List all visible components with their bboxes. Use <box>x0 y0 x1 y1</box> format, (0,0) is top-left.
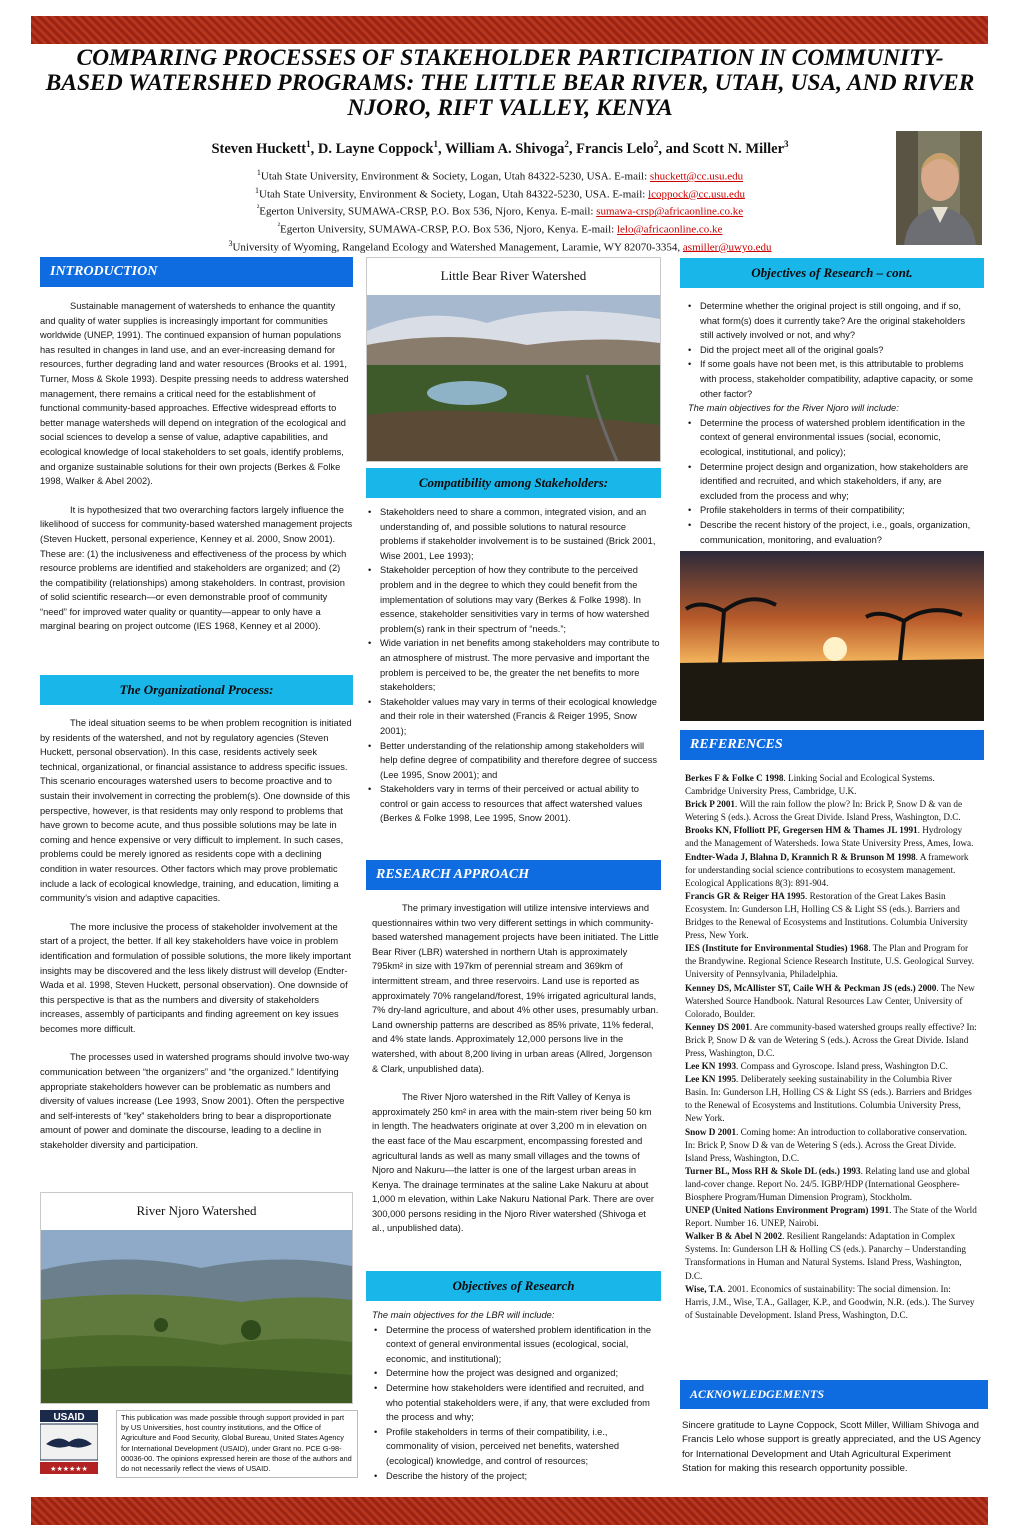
reference-authors: IES (Institute for Environmental Studies) 1968 <box>685 943 869 954</box>
reference-details: . Relating land use and global land-cover change. Report No. 24/5. IGBP/HDP (International Geosphere-Biosphere Program/Human Dimension Program), Stockholm. <box>685 1165 970 1202</box>
reference-entry <box>685 982 977 1021</box>
reference-entry <box>685 942 977 981</box>
introduction-paragraph-1: Sustainable management of watersheds to enhance the quantity and quality of water supplies is increasingly important for communities worldwide (UNEP, 1991). The continued expansion of human populations has resulted in changes in land use, and an ever-increasing demand for resources, further degrading land and water resources (Brooks et al. 1991, Turner, Moss & Skole 1993). Despite pressing needs to address watershed management, there remains a critical need for the establishment of functional community-based approaches. Effective widespread efforts to better manage watersheds will depend on integration of the ecological and social sciences to develop a sense of value, adaptive capabilities, and ecological knowledge of local stakeholders to set goals, identify problems, and organize sustainable solutions for their own projects (Berkes & Folke 1998, Walker & Abel 2002). <box>40 301 349 487</box>
reference-entry <box>685 851 977 890</box>
reference-authors: Endter-Wada J, Blahna D, Krannich R & Brunson M 1998 <box>685 851 916 862</box>
research-paragraph-2: The River Njoro watershed in the Rift Valley of Kenya is approximately 250 km² in area with the main-stem river being 50 km in length. The headwaters originate at over 3,200 m in elevation on the east face of the Mau escarpment, encompassing forested and agricultural lands as well as many small villages and the towns of Njoro and Nakuru—the latter is one of the largest urban areas in Kenya. The drainage terminates at the saline Lake Nakuru at about 1,000 m elevation, within Lake Nakuru National Park. There are over 300,000 persons residing in the Njoro River watershed (Shivoga et al., unpublished data). <box>372 1092 654 1234</box>
lbr-landscape-image <box>367 295 660 461</box>
top-decorative-band <box>31 16 988 44</box>
reference-authors: Lee KN 1993 <box>685 1061 737 1072</box>
author-name: Scott N. Miller <box>692 140 785 157</box>
reference-authors: Lee KN 1995 <box>685 1074 737 1085</box>
affiliation-email-link[interactable]: shuckett@cc.usu.edu <box>649 170 744 183</box>
reference-details: . A framework for understanding social science contributions to ecosystem management. Ecological Applications 8(3): 891-904. <box>685 851 969 888</box>
reference-details: . Resilient Rangelands: Adaptation in Complex Systems. In: Gunderson LH & Holling CS (eds.). Panarchy – Understanding Transformations in Human and Natural Systems. Island Press, Washington, D.C. <box>685 1231 966 1281</box>
reference-entry <box>685 1126 977 1165</box>
reference-authors: Kenney DS, McAllister ST, Caile WH & Peckman JS (eds.) 2000 <box>685 982 937 993</box>
affiliation-list <box>120 166 880 254</box>
author-separator: , <box>310 140 318 157</box>
affiliation-text: Egerton University, SUMAWA-CRSP, P.O. Box 536, Njoro, Kenya. E-mail: <box>280 223 617 236</box>
organizational-heading: The Organizational Process: <box>40 675 353 705</box>
affiliation-mark: 1 <box>256 168 261 177</box>
reference-entry <box>685 1204 977 1230</box>
objective-njoro-item: • Profile stakeholders in terms of their compatibility; <box>686 503 978 518</box>
reference-entry <box>685 1021 977 1060</box>
author-affiliation-mark: 3 <box>784 139 789 149</box>
affiliation-text: Utah State University, Environment & Society, Logan, Utah 84322-5230, USA. E-mail: <box>260 170 650 183</box>
objectives-list <box>372 1323 659 1484</box>
lbr-photo-frame <box>366 257 661 462</box>
objectives-heading: Objectives of Research <box>366 1271 661 1301</box>
reference-entry <box>685 1060 977 1073</box>
affiliation-line <box>120 237 880 255</box>
reference-authors: UNEP (United Nations Environment Program) 1991 <box>685 1205 890 1216</box>
affiliation-text: Egerton University, SUMAWA-CRSP, P.O. Box 536, Njoro, Kenya. E-mail: <box>259 205 597 218</box>
objectives-cont-list-1 <box>686 299 978 401</box>
reference-details: . Deliberately seeking sustainability in the Columbia River Basin. In: Gunderson LH, Holling CS & Light SS (eds.). Barriers and Bridges to the Renewal of Ecosystems and Institutions. Columbia University Press, New York. <box>685 1074 972 1124</box>
author-name: Steven Huckett <box>211 140 307 157</box>
author-separator: , <box>437 140 445 157</box>
reference-authors: Turner BL, Moss RH & Skole DL (eds.) 1993 <box>685 1165 861 1176</box>
affiliation-mark: 3 <box>228 238 233 248</box>
author-affiliation-mark: 1 <box>306 139 311 149</box>
author-separator: , and <box>658 140 693 157</box>
reference-details: . The Plan and Program for the Brandywine. Regional Science Research Institute, U.S. Geological Survey. University of Pennsylvania, Philadelphia. <box>685 943 974 980</box>
compatibility-item: • Wide variation in net benefits among stakeholders may contribute to an atmosphere of mistrust. The more pervasive and important the problem is perceived to be, the greater the net benefits to more stakeholders; <box>366 636 661 694</box>
bottom-decorative-band <box>31 1497 988 1525</box>
reference-authors: Francis GR & Reiger HA 1995 <box>685 890 806 901</box>
compatibility-item: • Stakeholders vary in terms of their perceived or actual ability to control or gain access to resources that affect watershed values (Berkes & Folke 1998, Lee 1995, Snow 2001). <box>366 782 661 826</box>
reference-entry <box>685 824 977 850</box>
compatibility-heading: Compatibility among Stakeholders: <box>366 468 661 498</box>
compatibility-body <box>366 505 661 826</box>
sunset-photo <box>680 551 984 721</box>
author-name: Francis Lelo <box>576 140 654 157</box>
affiliation-email-link[interactable]: lcoppock@cc.usu.edu <box>648 188 745 201</box>
affiliation-line <box>120 219 880 237</box>
njoro-landscape-image <box>41 1230 352 1403</box>
introduction-body <box>40 299 353 634</box>
introduction-heading: INTRODUCTION <box>40 257 353 287</box>
reference-details: . The State of the World Report. Number 16. UNEP, Nairobi. <box>685 1205 977 1229</box>
research-paragraph-1: The primary investigation will utilize intensive interviews and questionnaires within two very different settings in which community-based watershed management projects have been initiated. The Little Bear River (LBR) watershed in northern Utah is approximately 795km² in size with 197km of perennial stream and 369km of intermittent stream, and three reservoirs. Land use is reported as approximately 70% rangeland/forest, 19% irrigated agricultural lands, 7% dry-land agriculture, and about 4% other uses, presumably urban. Land ownership patterns are described as 85% private, 11% federal, and 4% state lands. Approximately 12,000 persons live in the watershed, with about 8,200 living in urban areas (Allred, Jorgenson & Clark, unpublished data). <box>372 903 659 1074</box>
objectives-lead: The main objectives for the LBR will include: <box>372 1310 555 1320</box>
reference-entry <box>685 1165 977 1204</box>
usaid-sponsor-block <box>40 1410 358 1480</box>
svg-text:★★★★★★: ★★★★★★ <box>50 1466 88 1473</box>
organizational-paragraph-3: The processes used in watershed programs should involve two-way communication between “the organizers” and “the organized.” Identifying appropriate stakeholders however can be problematic as numbers and diversity of values increase (Lee 1993, Snow 2001). Often the perspective and self-interests of “key” stakeholders bring to bear a disproportionate amount of power and dominate the discourse, leading to a decline in stakeholder diversity and participation. <box>40 1052 350 1151</box>
affiliation-email-link[interactable]: lelo@africaonline.co.ke <box>616 223 723 236</box>
lbr-photo-caption: Little Bear River Watershed <box>440 268 587 283</box>
organizational-body <box>40 716 353 1153</box>
reference-details: . Will the rain follow the plow? In: Brick P, Snow D & van de Wetering S (eds.). Across the Great Divide. Island Press, Washington, D.C. <box>685 799 963 823</box>
objective-item: • Profile stakeholders in terms of their compatibility, i.e., commonality of vision, perceived net benefits, watershed (ecological) knowledge, and control of resources; <box>372 1425 659 1469</box>
objective-cont-item: • If some goals have not been met, is this attributable to problems with process, stakeholder compatibility, adaptive capacity, or some other factor? <box>686 357 978 401</box>
affiliation-line <box>120 166 880 184</box>
research-approach-body <box>372 901 659 1236</box>
reference-details: . 2001. Economics of sustainability: The social dimension. In: Harris, J.M., Wise, T.A., Gallager, K.P., and Goodwin, N.R. (eds.). The Survey of Sustainable Development. Island Press, Washington, D.C. <box>685 1283 975 1320</box>
reference-authors: Kenney DS 2001 <box>685 1021 750 1032</box>
affiliation-email-link[interactable]: sumawa-crsp@africaonline.co.ke <box>596 205 744 218</box>
usaid-logo-text: USAID <box>53 1412 85 1423</box>
reference-authors: Brick P 2001 <box>685 799 736 810</box>
author-separator: , <box>568 140 577 157</box>
usaid-logo <box>40 1410 98 1474</box>
objectives-cont-list-2 <box>686 416 978 547</box>
reference-authors: Berkes F & Folke C 1998 <box>685 773 784 783</box>
reference-entry <box>685 1283 977 1322</box>
author-list <box>60 139 940 158</box>
njoro-photo-caption: River Njoro Watershed <box>136 1203 257 1218</box>
objectives-body <box>372 1308 659 1483</box>
reference-authors: Brooks KN, Ffolliott PF, Gregersen HM & Thames JL 1991 <box>685 825 918 836</box>
compatibility-list <box>366 505 661 826</box>
reference-details: . Linking Social and Ecological Systems. Cambridge University Press, Cambridge, U.K. <box>685 773 935 797</box>
objective-item: • Describe the history of the project; <box>372 1469 659 1484</box>
objective-njoro-item: • Determine the process of watershed problem identification in the context of general environmental issues (social, economic, ecological, institutional, and policy); <box>686 416 978 460</box>
reference-entry <box>685 890 977 942</box>
reference-entry <box>685 798 977 824</box>
author-name: William A. Shivoga <box>444 140 565 157</box>
author-portrait <box>896 131 982 245</box>
references-list <box>685 772 977 1322</box>
reference-authors: Snow D 2001 <box>685 1126 737 1137</box>
objective-cont-item: • Determine whether the original project is still ongoing, and if so, what form(s) does it currently take? Are the original stakeholders still actively involved or not, and why? <box>686 299 978 343</box>
affiliation-text: Utah State University, Environment & Society, Logan, Utah 84322-5230, USA. E-mail: <box>259 188 649 201</box>
reference-details: . The New Watershed Source Handbook. Natural Resources Law Center, University of Colorado, Boulder. <box>685 982 975 1019</box>
acknowledgements-text: Sincere gratitude to Layne Coppock, Scott Miller, William Shivoga and Francis Lelo whose support is greatly appreciated, and the US Agency for International Development and Utah Agricultural Experiment Station for making this research opportunity possible. <box>682 1420 981 1474</box>
acknowledgements-heading: ACKNOWLEDGEMENTS <box>680 1380 988 1409</box>
reference-authors: Walker B & Abel N 2002 <box>685 1231 783 1242</box>
reference-entry <box>685 1230 977 1282</box>
affiliation-line <box>120 201 880 219</box>
author-affiliation-mark: 2 <box>564 139 569 149</box>
affiliation-line <box>120 184 880 202</box>
reference-details: . Compass and Gyroscope. Island press, Washington D.C. <box>736 1061 948 1072</box>
objective-item: • Determine the process of watershed problem identification in the context of general environmental issues (ecological, social, economic, and institutional); <box>372 1323 659 1367</box>
organizational-paragraph-1: The ideal situation seems to be when problem recognition is initiated by residents of the watershed, and not by regulatory agencies (Steven Huckett, personal observation). In this case, residents actively seek technical, organizational, or financial assistance to address specific issues. This scenario encourages watershed users to become proactive and to sustain their involvement in correcting the problem(s). One downside of this perspective, however, is that residents may only respond to problems that have grown to become acute, and thus possible solutions may be late in coming and hence expensive or very difficult to implement. In such cases, problems could be merely ignored as residents cope with a declining condition in water resources. Other factors which may prove problematic include a lack of ecological knowledge, training, and education, limiting a community’s vision and adaptive capacities. <box>40 718 352 904</box>
reference-details: . Hydrology and the Management of Watersheds. Iowa State University Press, Ames, Iowa. <box>685 825 974 849</box>
author-affiliation-mark: 1 <box>433 139 438 149</box>
affiliation-email-link[interactable]: asmiller@uwyo.edu <box>682 241 772 254</box>
reference-entry <box>685 1073 977 1125</box>
references-heading: REFERENCES <box>680 730 984 760</box>
compatibility-item: • Better understanding of the relationship among stakeholders will help define degree of compatibility and therefore degree of success (Lee 1995, Snow 2001); and <box>366 739 661 783</box>
affiliation-mark: ² <box>256 203 260 213</box>
reference-details: . Are community-based watershed groups really effective? In: Brick P, Snow D & van de Wetering S (eds.). Across the Great Divide. Island Press, Washington, D.C. <box>685 1021 977 1058</box>
reference-authors: Wise, T.A <box>685 1283 724 1294</box>
reference-details: . Restoration of the Great Lakes Basin Ecosystem. In: Gunderson LH, Holling CS & Light SS (eds.). Barriers and Bridges to the Renewal of Ecosystems and Institutions. Columbia University Press, New York. <box>685 890 968 941</box>
objectives-cont-heading: Objectives of Research – cont. <box>680 258 984 288</box>
njoro-photo-frame <box>40 1192 353 1404</box>
author-affiliation-mark: 2 <box>653 139 659 149</box>
affiliation-text: University of Wyoming, Rangeland Ecology and Watershed Management, Laramie, WY 82070-3354, <box>232 241 683 254</box>
objective-cont-item: • Did the project meet all of the original goals? <box>686 343 978 358</box>
objective-njoro-item: • Determine project design and organization, how stakeholders are identified and recruited, and which stakeholders, if any, are excluded from the process and why; <box>686 460 978 504</box>
compatibility-item: • Stakeholders need to share a common, integrated vision, and an understanding of, and possible solutions to natural resource problems if stakeholder involvement is to be sustained (Brick 2001, Wise 2001, Lee 1993); <box>366 505 661 563</box>
poster-title: COMPARING PROCESSES OF STAKEHOLDER PARTICIPATION IN COMMUNITY-BASED WATERSHED PROGRAMS: THE LITTLE BEAR RIVER, UTAH, USA, AND RIVER NJORO, RIFT VALLEY, KENYA <box>45 45 975 121</box>
research-approach-heading: RESEARCH APPROACH <box>366 860 661 890</box>
acknowledgements-body <box>682 1419 982 1476</box>
affiliation-mark: 1 <box>255 185 260 195</box>
objective-item: • Determine how the project was designed and organized; <box>372 1366 659 1381</box>
author-name: D. Layne Coppock <box>317 140 434 157</box>
introduction-paragraph-2: It is hypothesized that two overarching factors largely influence the likelihood of success for community-based watershed management projects (Steven Huckett, personal experience, Kenney et al. 2000, Snow 2001). These are: (1) the inclusiveness and effectiveness of the process by which resource problems are identified and stakeholders are organized; and (2) the compatibility (relationships) among stakeholders. In contrast, provision of solid scientific research—or even demonstrable proof of community “need” for improved water quality or quantity—appear to only have a marginal bearing on project outcome (IES 1968, Kenney et al 2000). <box>40 504 353 632</box>
compatibility-item: • Stakeholder perception of how they contribute to the perceived problem and in the degree to which they could benefit from the implementation of solutions may vary (Berkes & Folke 1998). In essence, stakeholder sensitivities vary in terms of how watershed problem(s) rank in their spectrum of “needs.”; <box>366 563 661 636</box>
usaid-disclaimer: This publication was made possible through support provided in part by US Universities, host country institutions, and the Office of Agriculture and Food Security, Global Bureau, United States Agency for International Development (USAID), under Grant no. PCE G-98-00036-00. The opinions expressed herein are those of the authors and do not necessarily reflect the views of USAID. <box>116 1410 358 1478</box>
organizational-paragraph-2: The more inclusive the process of stakeholder involvement at the start of a project, the better. If all key stakeholders have voice in problem identification and formulation of possible solutions, the more likely important insights may be discovered and the less likely distrust will develop (Endter-Wada et al. 1998, Steven Huckett, personal observation). One downside of this perspective is that as the numbers and diversity of stakeholders increases, assembly of participants and finding agreement on key issues becomes more difficult. <box>40 921 352 1034</box>
reference-details: . Coming home: An introduction to collaborative conservation. In: Brick P, Snow D & van de Wetering S (eds.). Across the Great Divide. Island Press, Washington, D.C. <box>685 1126 967 1163</box>
affiliation-mark: ² <box>277 220 281 230</box>
objectives-cont-lead-2: The main objectives for the River Njoro will include: <box>688 403 899 414</box>
reference-entry <box>685 772 977 798</box>
objectives-cont-body <box>686 299 978 547</box>
objective-item: • Determine how stakeholders were identified and recruited, and who potential stakeholders were, if any, that were excluded from the process and why; <box>372 1381 659 1425</box>
compatibility-item: • Stakeholder values may vary in terms of their ecological knowledge and their role in their watershed (Francis & Reiger 1995, Snow 2001); <box>366 695 661 739</box>
objective-njoro-item: • Describe the recent history of the project, i.e., goals, organization, communication, monitoring, and evaluation? <box>686 518 978 547</box>
